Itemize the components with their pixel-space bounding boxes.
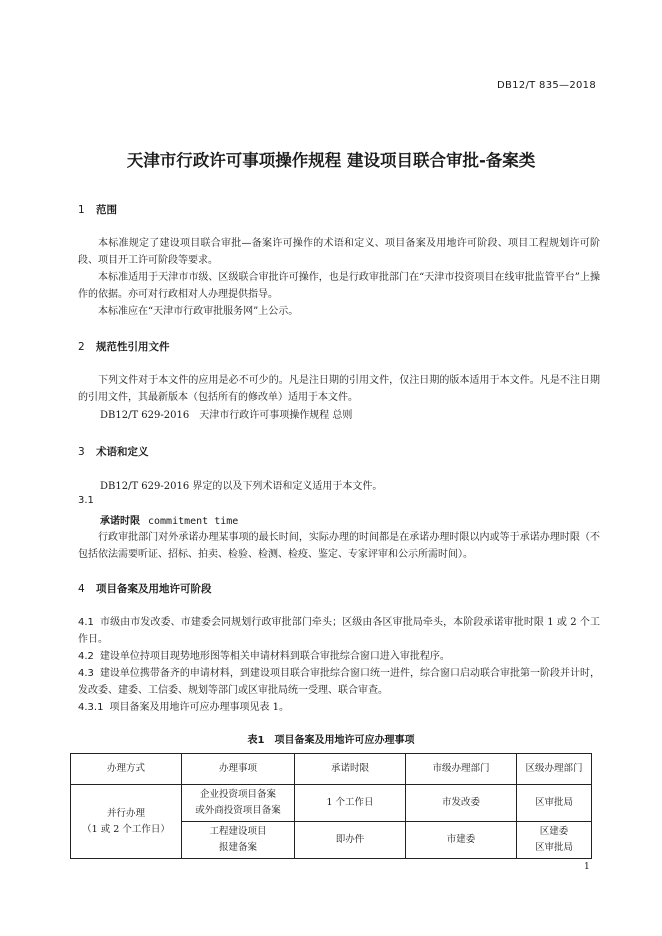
district-line: 区审批局 xyxy=(534,842,573,853)
clause-number: 4.3.1 xyxy=(78,702,104,713)
scope-paragraph-3: 本标准应在“天津市行政审批服务网”上公示。 xyxy=(98,306,299,317)
page-number: 1 xyxy=(584,862,590,872)
section-number: 1 xyxy=(78,204,85,216)
section-1-heading xyxy=(78,202,117,217)
item-line: 工程建设项目 xyxy=(209,826,267,837)
clause-number: 4.2 xyxy=(78,651,94,662)
item-line: 报建备案 xyxy=(218,842,257,853)
header-cell: 办理方式 xyxy=(71,754,182,785)
page-title: 天津市行政许可事项操作规程 建设项目联合审批-备案类 xyxy=(126,151,536,170)
section-3-heading xyxy=(78,444,149,459)
mode-label: 并行办理 xyxy=(106,807,145,819)
term-chinese: 承诺时限 xyxy=(100,516,140,527)
term-entry xyxy=(100,512,238,527)
scope-paragraph-2: 本标准适用于天津市市级、区级联合审批许可操作，也是行政审批部门在“天津市投资项目在线审批监管平台”上操作的依据。亦可对行政相对人办理提供指导。 xyxy=(78,272,600,300)
district-dept-cell xyxy=(517,822,592,859)
header-cell: 承诺时限 xyxy=(295,754,406,785)
header-cell: 市级办理部门 xyxy=(406,754,517,785)
mode-duration: （1 或 2 个工作日） xyxy=(82,823,170,835)
city-dept-cell: 市发改委 xyxy=(406,785,517,822)
item-cell xyxy=(182,785,295,822)
section-number: 4 xyxy=(78,583,85,595)
clause-number: 4.3 xyxy=(78,668,94,679)
city-dept-cell: 市建委 xyxy=(406,822,517,859)
header-cell: 办理事项 xyxy=(182,754,295,785)
header-cell: 区级办理部门 xyxy=(517,754,592,785)
section-2-heading xyxy=(78,339,170,354)
clause-4-2 xyxy=(78,648,600,665)
section-title: 术语和定义 xyxy=(96,446,149,458)
term-definition: 行政审批部门对外承诺办理某事项的最长时间，实际办理的时间都是在承诺办理时限以内或等于承诺办理时限（不包括依法需要听证、招标、拍卖、检验、检测、检疫、鉴定、专家评审和公示所需时间）。 xyxy=(78,532,600,560)
time-cell: 1 个工作日 xyxy=(295,785,406,822)
table-caption: 表1 项目备案及用地许可应办理事项 xyxy=(247,735,415,746)
clause-4-3-1 xyxy=(78,699,600,716)
table-header-row xyxy=(71,754,592,785)
clause-number: 4.1 xyxy=(78,617,94,628)
mode-cell xyxy=(71,785,182,859)
section-title: 范围 xyxy=(96,204,117,216)
clause-4-1 xyxy=(78,614,600,648)
term-english: commitment time xyxy=(148,516,239,527)
section-number: 2 xyxy=(78,341,85,353)
scope-paragraph-1: 本标准规定了建设项目联合审批—备案许可操作的术语和定义、项目备案及用地许可阶段、项目工程规划许可阶段、项目开工许可阶段等要求。 xyxy=(78,238,600,266)
item-cell xyxy=(182,822,295,859)
section-number: 3 xyxy=(78,446,85,458)
section-4-heading xyxy=(78,581,212,596)
clause-text: 项目备案及用地许可应办理事项见表 1。 xyxy=(109,702,289,713)
references-paragraph: 下列文件对于本文件的应用是必不可少的。凡是注日期的引用文件，仅注日期的版本适用于本文件。凡是不注日期的引用文件，其最新版本（包括所有的修改单）适用于本文件。 xyxy=(78,375,600,403)
item-line: 或外商投资项目备案 xyxy=(195,805,281,816)
clause-text: 建设单位携带备齐的申请材料，到建设项目联合审批综合窗口统一进件，综合窗口启动联合审批第一阶段并计时，发改委、建委、工信委、规划等部门或区审批局统一受理、联合审查。 xyxy=(78,668,600,696)
clause-4-3 xyxy=(78,665,600,699)
section-title: 规范性引用文件 xyxy=(96,341,170,353)
table-row xyxy=(71,785,592,822)
approval-items-table xyxy=(70,753,592,859)
item-line: 企业投资项目备案 xyxy=(199,789,276,800)
section-title: 项目备案及用地许可阶段 xyxy=(96,583,212,595)
terms-intro: DB12/T 629-2016 界定的以及下列术语和定义适用于本文件。 xyxy=(100,481,383,492)
clause-text: 市级由市发改委、市建委会同规划行政审批部门牵头；区级由各区审批局牵头，本阶段承诺审批时限 1 或 2 个工作日。 xyxy=(78,617,600,645)
district-dept-cell: 区审批局 xyxy=(517,785,592,822)
district-line: 区建委 xyxy=(539,826,569,837)
clause-number: 3.1 xyxy=(78,495,94,506)
time-cell: 即办件 xyxy=(295,822,406,859)
normative-reference: DB12/T 629-2016 天津市行政许可事项操作规程 总则 xyxy=(100,410,353,421)
clause-text: 建设单位持项目现势地形图等相关申请材料到联合审批综合窗口进入审批程序。 xyxy=(99,651,450,662)
document-number: DB12/T 835—2018 xyxy=(497,80,596,91)
